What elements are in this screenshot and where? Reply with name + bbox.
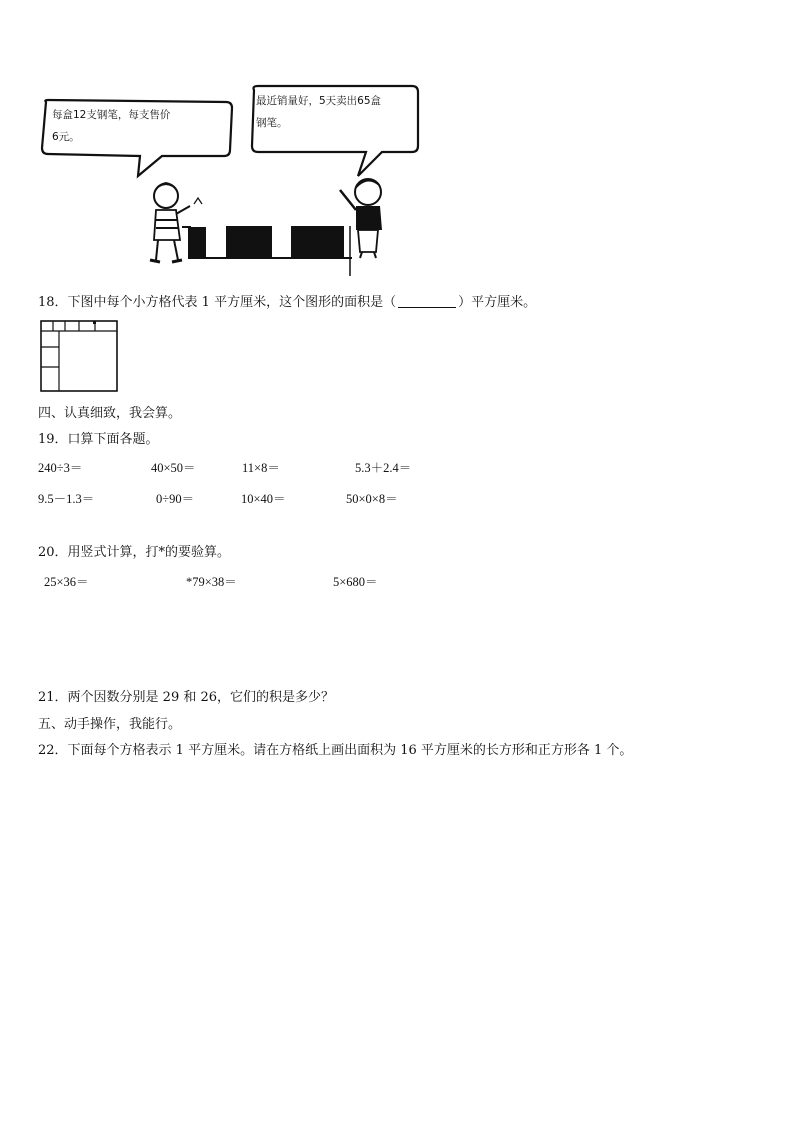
section-4-title: 四、认真细致，我会算。 xyxy=(38,406,182,421)
q18-grid-figure xyxy=(39,319,119,393)
section-5-title: 五、动手操作，我能行。 xyxy=(38,717,182,732)
left-bubble-line-1: 每盒12支钢笔，每支售价 xyxy=(52,109,171,121)
right-bubble-line-1: 最近销量好，5天卖出65盒 xyxy=(256,95,382,107)
q19-item: 10×40＝ xyxy=(241,492,286,506)
q18-text-after: ）平方厘米。 xyxy=(458,295,537,310)
boy-figure xyxy=(340,179,382,258)
q19-item: 5.3＋2.4＝ xyxy=(355,461,412,475)
q19-item: 50×0×8＝ xyxy=(346,492,398,506)
question-22: 22．下面每个方格表示 1 平方厘米。请在方格纸上画出面积为 16 平方厘米的长方形和正方形各 1 个。 xyxy=(38,743,633,758)
q20-item: 25×36＝ xyxy=(44,575,89,589)
left-bubble-line-2: 6元。 xyxy=(52,131,80,143)
right-bubble-line-2: 钢笔。 xyxy=(256,117,288,129)
question-21: 21．两个因数分别是 29 和 26，它们的积是多少？ xyxy=(38,690,335,705)
pen-sales-illustration xyxy=(30,80,430,280)
left-bubble-text xyxy=(52,104,232,148)
pen-box xyxy=(188,227,206,258)
q19-item: 0÷90＝ xyxy=(156,492,195,506)
q19-item: 11×8＝ xyxy=(242,461,280,475)
pen-box xyxy=(292,226,344,258)
q19-item: 40×50＝ xyxy=(151,461,196,475)
q19-item: 240÷3＝ xyxy=(38,461,83,475)
question-20-title: 20．用竖式计算，打*的要验算。 xyxy=(38,545,231,560)
q18-answer-blank[interactable] xyxy=(398,295,456,308)
right-bubble-text xyxy=(256,90,420,134)
q20-item: *79×38＝ xyxy=(186,575,237,589)
q19-item: 9.5－1.3＝ xyxy=(38,492,95,506)
pen-box xyxy=(226,226,272,258)
question-18 xyxy=(38,291,536,310)
q20-item: 5×680＝ xyxy=(333,575,378,589)
q18-text-before: 18．下图中每个小方格代表 1 平方厘米，这个图形的面积是（ xyxy=(38,295,397,310)
question-19-title: 19．口算下面各题。 xyxy=(38,432,159,447)
